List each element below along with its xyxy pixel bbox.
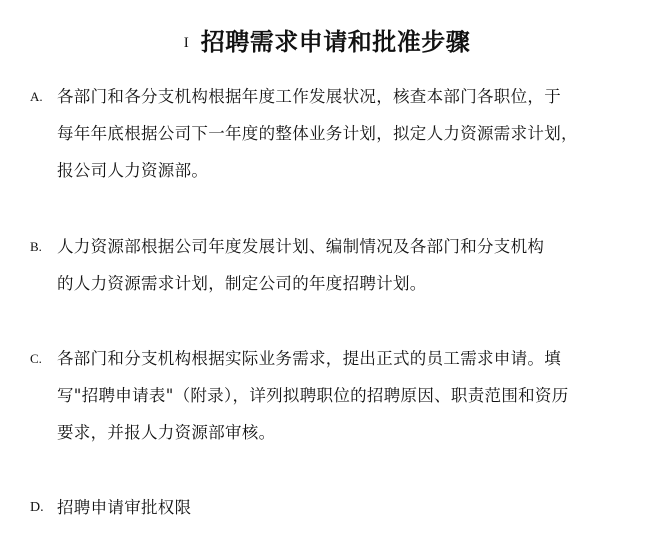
item-text bbox=[57, 489, 617, 526]
text-line: 每年年底根据公司下一年度的整体业务计划，拟定人力资源需求计划， bbox=[57, 124, 578, 143]
text-line: 招聘申请审批权限 bbox=[57, 498, 192, 517]
text-line: 人力资源部根据公司年度发展计划、编制情况及各部门和分支机构 bbox=[57, 237, 545, 256]
text-line: 各部门和各分支机构根据年度工作发展状况，核查本部门各职位，于 bbox=[57, 87, 561, 106]
text-line: 报公司人力资源部。 bbox=[57, 161, 209, 180]
text-line: 的人力资源需求计划，制定公司的年度招聘计划。 bbox=[57, 274, 427, 293]
item-text bbox=[57, 78, 617, 189]
section-number: I bbox=[183, 35, 189, 51]
text-line: 写"招聘申请表"（附录），详列拟聘职位的招聘原因、职责范围和资历 bbox=[57, 386, 569, 405]
item-text bbox=[57, 228, 617, 302]
section-heading bbox=[0, 22, 654, 57]
item-marker: A. bbox=[30, 89, 43, 104]
text-line: 要求，并报人力资源部审核。 bbox=[57, 423, 276, 442]
item-marker: C. bbox=[30, 351, 42, 366]
section-title: 招聘需求申请和批准步骤 bbox=[200, 28, 471, 56]
item-text bbox=[57, 340, 617, 451]
item-marker: B. bbox=[30, 239, 42, 254]
item-marker: D. bbox=[30, 500, 44, 515]
text-line: 各部门和分支机构根据实际业务需求，提出正式的员工需求申请。填 bbox=[57, 349, 561, 368]
